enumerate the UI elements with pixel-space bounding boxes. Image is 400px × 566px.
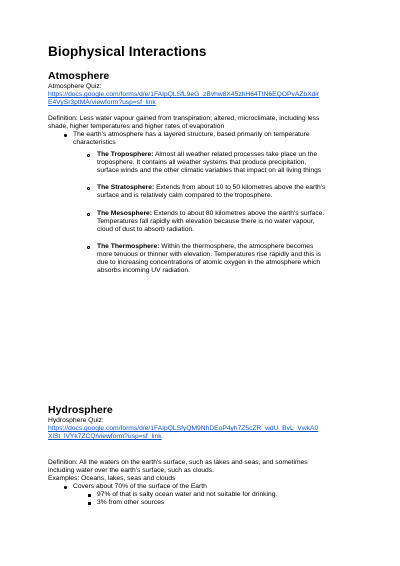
bullet-marker (64, 134, 67, 137)
atmosphere-heading: Atmosphere (48, 70, 110, 82)
layer-name: The Stratosphere: (97, 184, 155, 191)
layer-mesosphere-line3: cloud of dust to absorb radiation. (97, 226, 195, 233)
atmosphere-quiz-link-line1[interactable]: https://docs.google.com/forms/d/e/1FAIpQLSfL9eG_zBvhw8X45zhH64TtN6EQOPvAZbXdir (48, 91, 319, 98)
layer-text: Within the thermosphere, the atmosphere becomes (159, 243, 314, 250)
hydrosphere-quiz-link-line1[interactable]: https://docs.google.com/forms/d/e/1FAIpQLSfyQM9NhDEoP4yh7Z5cZR_wdU_BvL_VwkA0 (48, 425, 319, 432)
atmosphere-bullet-line1: The earth's atmosphere has a layered structure, based primarily on temperature (73, 131, 310, 138)
layer-stratosphere-line1 (97, 184, 325, 192)
layer-thermosphere-line3: due to increasing concentrations of atomic oxygen in the atmosphere which (97, 259, 321, 266)
hydrosphere-bullet: Covers about 70% of the surface of the Earth (73, 483, 207, 490)
sub-bullet-marker (87, 213, 90, 216)
sub-bullet-marker (87, 187, 90, 190)
atmosphere-definition-line2: shade, higher temperatures and higher rates of evaporation (48, 123, 225, 130)
layer-thermosphere-line4: absorbs incoming UV radiation. (97, 267, 190, 274)
sub-bullet-marker (87, 154, 90, 157)
hydrosphere-quiz-link-line2[interactable]: XlSt_lVYk7ZCQ/viewform?usp=sf_link (48, 433, 162, 440)
layer-thermosphere-line1 (97, 243, 313, 251)
layer-mesosphere-line2: Temperatures fall rapidly with elevation because there is no water vapour, (97, 218, 315, 225)
layer-thermosphere-line2: more tenuous or thinner with elevation. Temperatures rise rapidly and this is (97, 251, 322, 258)
bullet-marker (64, 486, 67, 489)
layer-stratosphere-line2: surface and is relatively calm compared to the troposphere. (97, 192, 273, 199)
atmosphere-definition-line1: Definition: Less water vapour gained from transpiration; altered, microclimate, including less (48, 115, 320, 122)
layer-troposphere-line1 (97, 151, 317, 159)
layer-text: Extends to about 80 kilometres above the earth's surface. (152, 210, 325, 217)
page-title: Biophysical Interactions (48, 44, 207, 59)
hydrosphere-examples: Examples: Oceans, lakes, seas and clouds (48, 475, 176, 482)
sub-bullet-marker (87, 246, 90, 249)
hydrosphere-quiz-label: Hydrosphere Quiz: (48, 417, 104, 424)
atmosphere-quiz-link-line2[interactable]: E4VySr3ptMA/viewform?usp=sf_link (48, 99, 156, 106)
layer-mesosphere-line1 (97, 210, 324, 218)
atmosphere-bullet-line2: characteristics (73, 139, 116, 146)
hydrosphere-sub-bullet-2: 3% from other sources (97, 499, 165, 506)
sub-bullet-marker (88, 494, 91, 497)
layer-text: Extends from about 10 to 50 kilometres above the earth's (154, 184, 326, 191)
layer-troposphere-line2: troposphere. It contains all weather systems that produce precipitation, (97, 159, 307, 166)
hydrosphere-sub-bullet-1: 97% of that is salty ocean water and not suitable for drinking. (97, 491, 278, 498)
layer-name: The Mesosphere: (97, 210, 152, 217)
layer-troposphere-line3: surface winds and the other climatic variables that impact on all living things (97, 167, 322, 174)
layer-name: The Troposphere: (97, 151, 154, 158)
sub-bullet-marker (88, 502, 91, 505)
hydrosphere-definition-line1: Definition: All the waters on the earth's surface, such as lakes and seas, and sometimes (48, 459, 308, 466)
hydrosphere-definition-line2: including water over the earth's surface, such as clouds. (48, 467, 214, 474)
hydrosphere-heading: Hydrosphere (48, 404, 113, 416)
layer-text: Almost all weather related processes take place un the (153, 151, 318, 158)
layer-name: The Thermosphere: (97, 243, 160, 250)
atmosphere-quiz-label: Atmosphere Quiz: (48, 83, 102, 90)
